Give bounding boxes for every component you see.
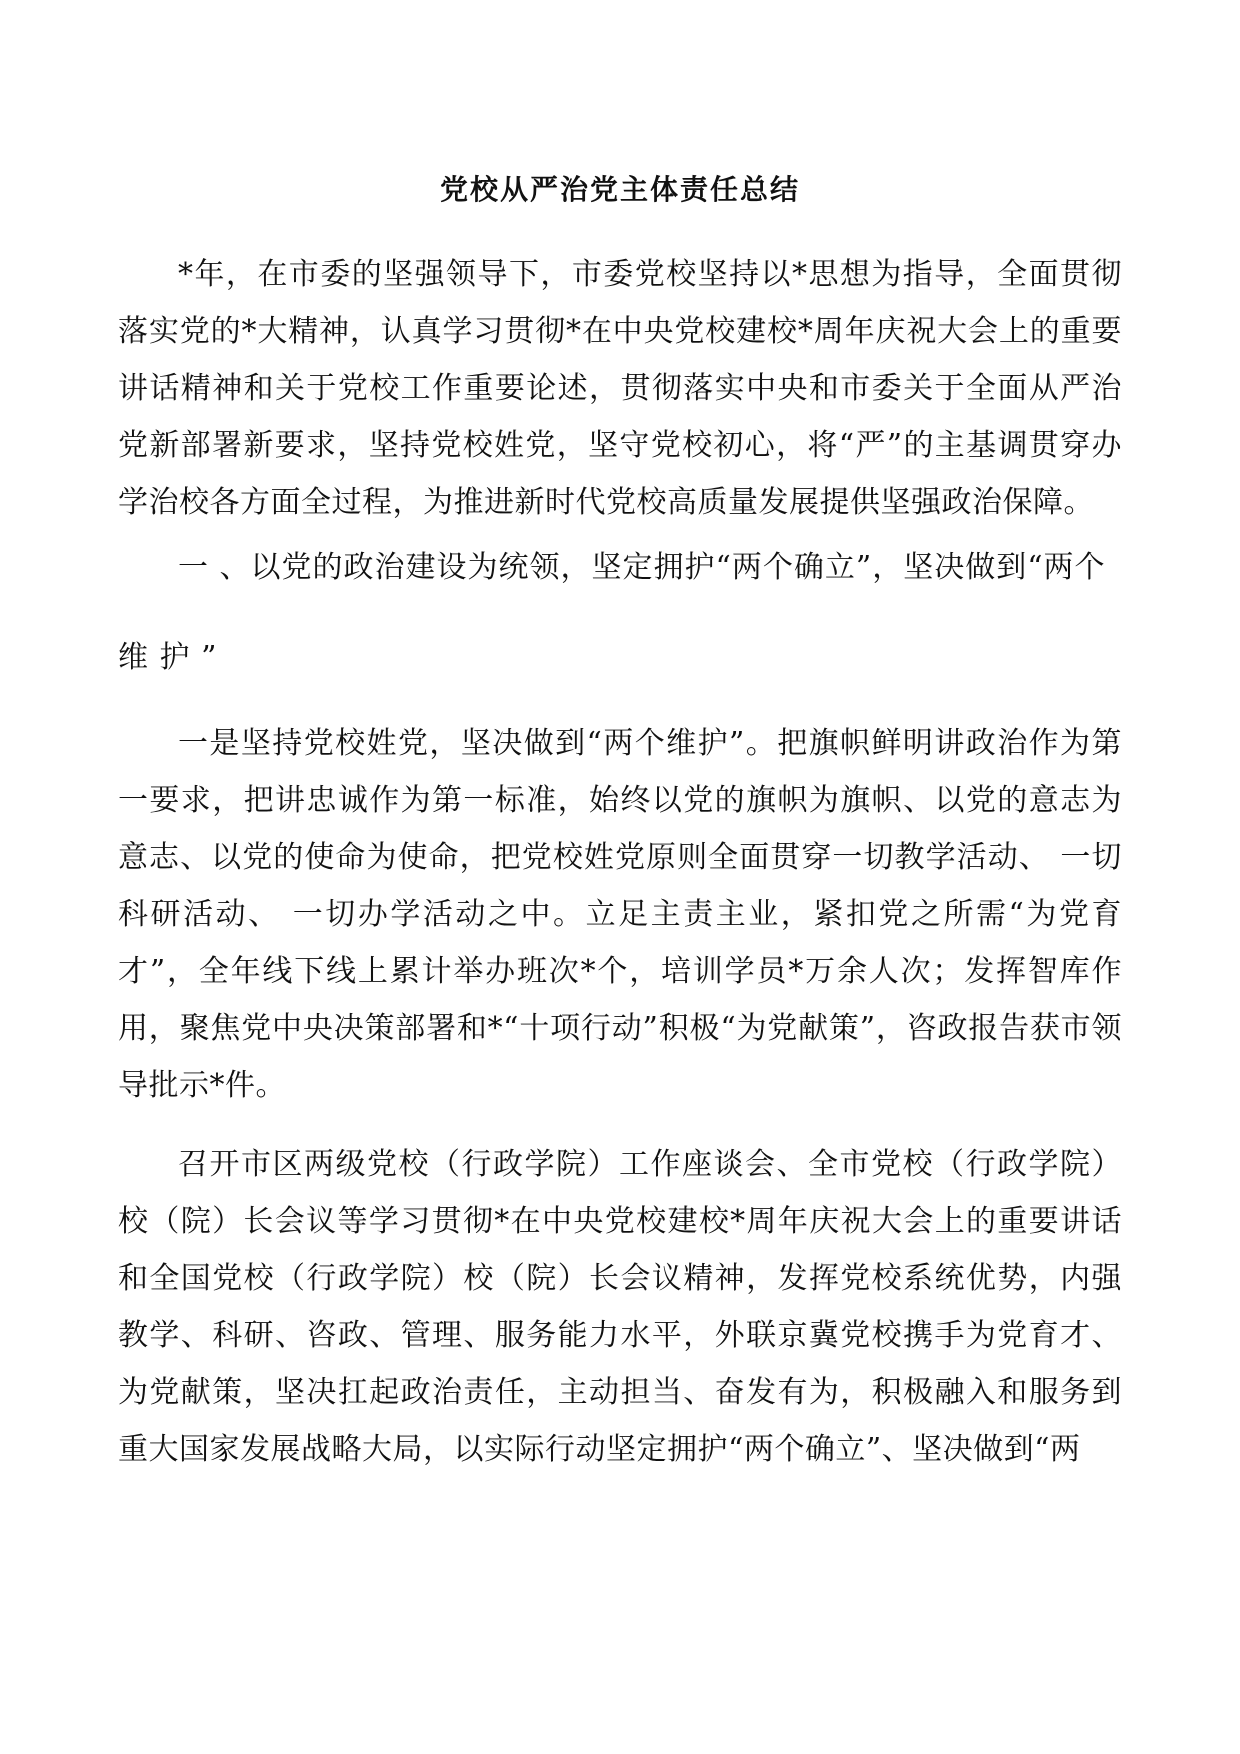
body-paragraph-one: 一是坚持党校姓党，坚决做到“两个维护”。把旗帜鲜明讲政治作为第一要求，把讲忠诚作为第一标准，始终以党的旗帜为旗帜、以党的意志为意志、以党的使命为使命，把党校姓党原则全面贯穿一切教学活动、 一切科研活动、 一切办学活动之中。立足主责主业，紧扣党之所需“为党育才”，全年线下线上累计举办班次*个，培训学员*万余人次；发挥智库作用，聚焦党中央决策部署和*“十项行动”积极“为党献策”，咨政报告获市领导批示*件。 xyxy=(118,726,1122,1103)
section-heading-one: 一 、以党的政治建设为统领，坚定拥护“两个确立”，坚决做到“两个维 护 ” xyxy=(118,550,1106,675)
document-title: 党校从严治党主体责任总结 xyxy=(439,173,800,206)
document-page xyxy=(118,170,1122,1478)
body-paragraph-two: 召开市区两级党校（行政学院）工作座谈会、全市党校（行政学院）校（院）长会议等学习贯彻*在中央党校建校*周年庆祝大会上的重要讲话和全国党校（行政学院）校（院）长会议精神，发挥党校系统优势，内强教学、科研、咨政、管理、服务能力水平，外联京冀党校携手为党育才、为党献策，坚决扛起政治责任，主动担当、奋发有为，积极融入和服务到重大国家发展战略大局，以实际行动坚定拥护“两个确立”、坚决做到“两 xyxy=(118,1147,1122,1467)
intro-paragraph: *年，在市委的坚强领导下，市委党校坚持以*思想为指导，全面贯彻落实党的*大精神，认真学习贯彻*在中央党校建校*周年庆祝大会上的重要讲话精神和关于党校工作重要论述，贯彻落实中央和市委关于全面从严治党新部署新要求，坚持党校姓党，坚守党校初心，将“严”的主基调贯穿办学治校各方面全过程，为推进新时代党校高质量发展提供坚强政治保障。 xyxy=(118,257,1122,520)
